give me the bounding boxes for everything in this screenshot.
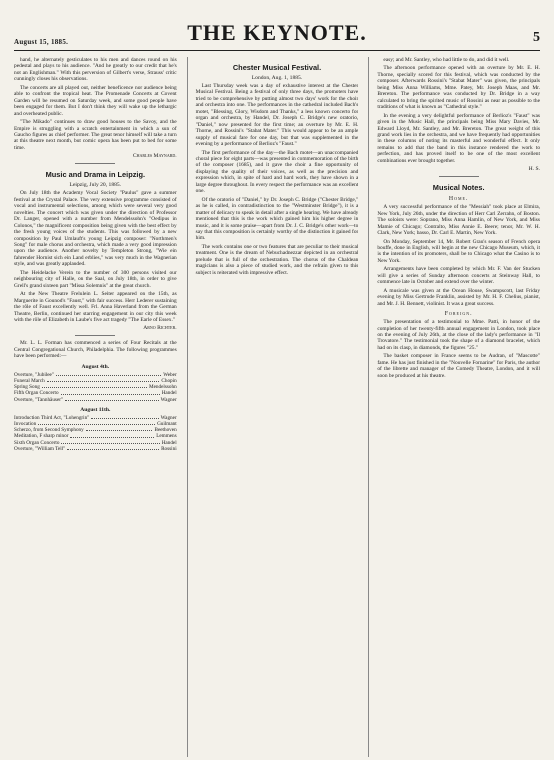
issue-date: August 15, 1885. [14, 38, 69, 46]
column-1 [14, 57, 177, 757]
piece-title: Overture, "Tannhäuser" [14, 396, 64, 403]
composer-name: Wagner [160, 414, 177, 421]
piece-title: Overture, "Jubilee" [14, 371, 54, 378]
section-subheading: Foreign. [444, 311, 473, 318]
leader-dots [56, 372, 161, 376]
composer-name: Handel [161, 439, 177, 446]
paragraph: The presentation of a testimonial to Mme. Patti, in honor of the completion of her twenty-fifth annual engagement in London, took place on the evening of July 26th, at the close of the lady's performance in "Il Trovatore." The testimonial took the shape of a diamond bracelet, which had on its clasp, in diamonds, the figures "25." [377, 319, 541, 351]
composer-name: Beethoven [154, 427, 177, 434]
composer-name: Wagner [160, 396, 177, 403]
masthead [14, 10, 540, 51]
leader-dots [61, 440, 159, 444]
paragraph: At the New Theatre Frelulein L. Seiter appeared on the 15th, as Marguerite in Gounod's "Faust," with fair success. Herr Lederer sustaining the rôle of Faust excellently well. Frl. Anna Haverland from the German Theatre, Berlin, continued her starring engagement in our city this week with the rôle of Elizabeth in Laube's five act tragedy "The Earle of Essex." [14, 291, 177, 323]
composer-name: Mendelssohn [149, 384, 177, 391]
paragraph: A very successful performance of the "Messiah" took place at Elmira, New York, July 26th, under the direction of Herr Carl Zerrahn, of Boston. The soloists were: Soprano, Miss Anna Hamlin, of New York, and Miss Mamie of Chicago; Contralto, Miss Annie E. Beere; tenor, Mr. W. H. Clark, New York; basso, Dr. Carl E. Martin, New York. [377, 204, 541, 237]
paragraph: Arrangements have been completed by which Mr. F. Van der Stucken will give a series of Sunday afternoon concerts at Steinway Hall, to commence late in October and extend over the winter. [377, 266, 541, 286]
paragraph: On Monday, September 14, Mr. Robert Grau's season of French opera bouffe, done in English, will begin at the new Chicago Museum, which, it is the intention of its promoters, shall be to Chicago what the Casino is to New York. [377, 238, 541, 264]
paragraph: The work contains one or two features that are peculiar to their musical treatment. One is the dream of Nebuchadnezzar depicted in an orchestral prelude that is full of the orchestration. The chorus of the Chaldean magicians is also a piece of studied work, and the refrain given to this subject is reiterated with impressive effect. [195, 243, 359, 276]
leader-dots [42, 384, 147, 388]
paper-title: THE KEYNOTE. [187, 20, 367, 45]
composer-name: Handel [161, 390, 177, 397]
composer-name: Chopin [161, 377, 177, 384]
col1-intro [14, 57, 177, 151]
programme-row [14, 397, 177, 403]
leader-dots [67, 446, 159, 450]
programme-heading: August 11th. [80, 406, 111, 413]
section-subheading: Home. [448, 196, 469, 203]
byline: Leipzig, July 20, 1885. [69, 182, 122, 189]
piece-title: Sixth Organ Concerto [14, 439, 60, 446]
composer-name: Lemmens [156, 433, 177, 440]
composer-name: Rossini [161, 445, 177, 452]
paragraph: "The Mikado" continues to draw good houses to the Savoy, and the Empire is struggling with a scratch entertainment in which a sun of Gaucho figures as chief performer. The great tenor himself will take a turn at this theatre next month, but comic opera has been put to bed for some time. [14, 119, 177, 151]
signature: Charles Maynard. [132, 153, 177, 160]
byline: London, Aug. 1, 1885. [251, 75, 303, 81]
paragraph: The first performance of the day—the Bach motet—an unaccompanied choral piece for eight parts—was presented in commemoration of the birth of the composer (1685), and it gave the choir a fine opportunity of displaying the quality of their voices, as well as the precision and expression which, in spite of hard and hard work, they have shown in a large degree throughout. In every respect the performance was an excellent one. [195, 149, 359, 195]
article-heading: Musical Notes. [432, 183, 485, 193]
leader-dots [86, 427, 153, 431]
piece-title: Scherzo, from Second Symphony [14, 427, 84, 434]
paragraph: The Heidelacke Verein to the number of 300 persons visited our neighbouring city of Halle, on the Saal, on July 18th, in order to give Grell's grand sixteen part "Missa Solemnis" at the great church. [14, 269, 177, 289]
leader-dots [91, 415, 158, 419]
paragraph: Mr. L. L. Forman has commenced a series of Four Recitals at the Central Congregational Church, Philadelphia. The following programmes have been performed:— [14, 340, 177, 360]
column-3 [368, 57, 540, 757]
piece-title: Funeral March [14, 377, 45, 384]
piece-title: Overture, "William Tell" [14, 445, 66, 452]
signature: Arno Richter. [143, 325, 177, 332]
column-2 [187, 57, 359, 757]
composer-name: Guilmant [157, 420, 177, 427]
paragraph: On July 18th the Academy Vocal Society "Paulus" gave a summer festival at the Crystal Palace. The very extensive programme consisted of vocal and instrumental selections, among which were several very good novelties. The concert which was given under the direction of Professor Dr. Langer, opened with a number from Mendelssohn's "Oedipus in Colonos," the magnificent composition being given with the best effect by the fresh young voices of the students. This was followed by a new composition by Paul Umlauft's young Leipzig composer: "Northmen's Song" for male chorus and orchestra, which made a very good impression upon the audience. Another novelty by Templeton Strong, "Wie ein fahrender Hornist sich ein Land erblies," was very much in the Wagnerian style, and was greatly applauded. [14, 190, 177, 268]
leader-dots [38, 421, 155, 425]
piece-title: Meditation, F sharp minor [14, 433, 69, 440]
article-heading: Chester Musical Festival. [232, 63, 322, 72]
programme-heading: August 4th. [81, 363, 110, 370]
paragraph: easy; and Mr. Santley, who had little to do, and did it well. [383, 57, 510, 63]
page-number: 5 [533, 30, 540, 45]
piece-title: Introduction Third Act, "Lohengrin" [14, 414, 90, 421]
paragraph: A musicale was given at the Ocean House, Swampscott, last Friday evening by Miss Gertrude Franklin, assisted by Mr. H. F. Chelius, pianist, and Mr. J. H. Bennett, violinist. It was a great success. [377, 287, 541, 307]
paragraph: The basket composer in France seems to be Audran, of "Mascotte" fame. He has just finished in the "Nouvelle Fornarine" for Paris, the author of the librette and manager of the Comedy Theatre, London, and it will soon be produced at his theatre. [377, 353, 541, 379]
leader-dots [70, 433, 154, 437]
paragraph: In the evening a very delightful performance of Berlioz's "Faust" was given in the Music Hall, the principals being Miss Mary Davies, Mr. Edward Lloyd, Mr. Santley, and Mr. Brereton. The great weight of this grand work lies in the orchestra, and we have frequently had opportunities in these columns of noting its masterful and wonderful effect. It only remains to add that the band in this instance rendered the work to perfection, and has proved itself to be one of the most excellent combinations ever brought together. [377, 112, 541, 164]
divider [75, 163, 115, 164]
programme-row [14, 446, 177, 452]
piece-title: Fifth Organ Concerto [14, 390, 59, 397]
paragraph: Last Thursday week was a day of exhaustive interest at the Chester Musical Festival. Being a festival of only three days, the promoters have tried to be comprehensive by putting almost two days' work for the choir and orchestra into one. The performances in the cathedral included Bach's motet, "Blessing, Glory, Wisdom and Thanks," a less known concerto for organ and orchestra, by Handel, Dr. Joseph C. Bridge's new oratorio, "Daniel," now presented for the first time; an overture by Mr. E. H. Thorne, and Rossini's "Stabat Mater." This would appear to be an ample supply of musical fare for one day, but that was supplemented in the evening by a performance of Berlioz's "Faust." [195, 83, 359, 148]
programme-list [14, 372, 177, 403]
paragraph: Of the oratorio of "Daniel," by Dr. Joseph C. Bridge ("Chester Bridge," as he is called, in contradistinction to the "Westminster Bridge"), it is a matter of delicacy to speak in detail after a single hearing. We have already mentioned that this is the work which gained him his higher degree in music, and it is some praise—apart from Dr. J. C. Bridge's other work—to say that this composition is certainly worthy of the distinction it gained for him. [195, 196, 359, 242]
piece-title: Invocation [14, 420, 37, 427]
signature: H. S. [528, 166, 541, 173]
divider [75, 335, 115, 336]
leader-dots [61, 390, 160, 394]
piece-title: Spring Song [14, 384, 40, 391]
columns [14, 57, 540, 757]
leader-dots [65, 397, 159, 401]
divider [439, 176, 479, 177]
article-heading: Music and Drama in Leipzig. [45, 170, 146, 180]
paragraph: The afternoon performance opened with an overture by Mr. E. H. Thorne, specially scored for this festival, which was conducted by the composer. Afterwards Rossini's "Stabat Mater" was given, the principals being Miss Anna Williams, Mme. Patey, Mr. Joseph Maas, and Mr. Brereton. The performance was conducted by Dr. Bridge in a way calculated to bring the spirited music of Rossini as near as possible to the traditions of what is known as "Cathedral style." [377, 65, 541, 111]
programme-list [14, 415, 177, 452]
leader-dots [47, 378, 160, 382]
composer-name: Weber [163, 371, 177, 378]
paragraph: The concerts are all played out, neither beneficence nor audience being able to confront the tropical heat. The Promenade Concerts at Covent Garden will be resumed on Saturday week, and some good people have been engaged for them. But I don't think they will wake up the lethargic and overheated public. [14, 84, 177, 117]
paragraph: hand, he alternately gesticulates to his men and dances round on his pedestal and plays to his audience. "And he greatly to our credit that he's not an Englishman." With this perversion of Gilbert's verse, Strauss' critic cunningly closes his observations. [14, 57, 177, 83]
